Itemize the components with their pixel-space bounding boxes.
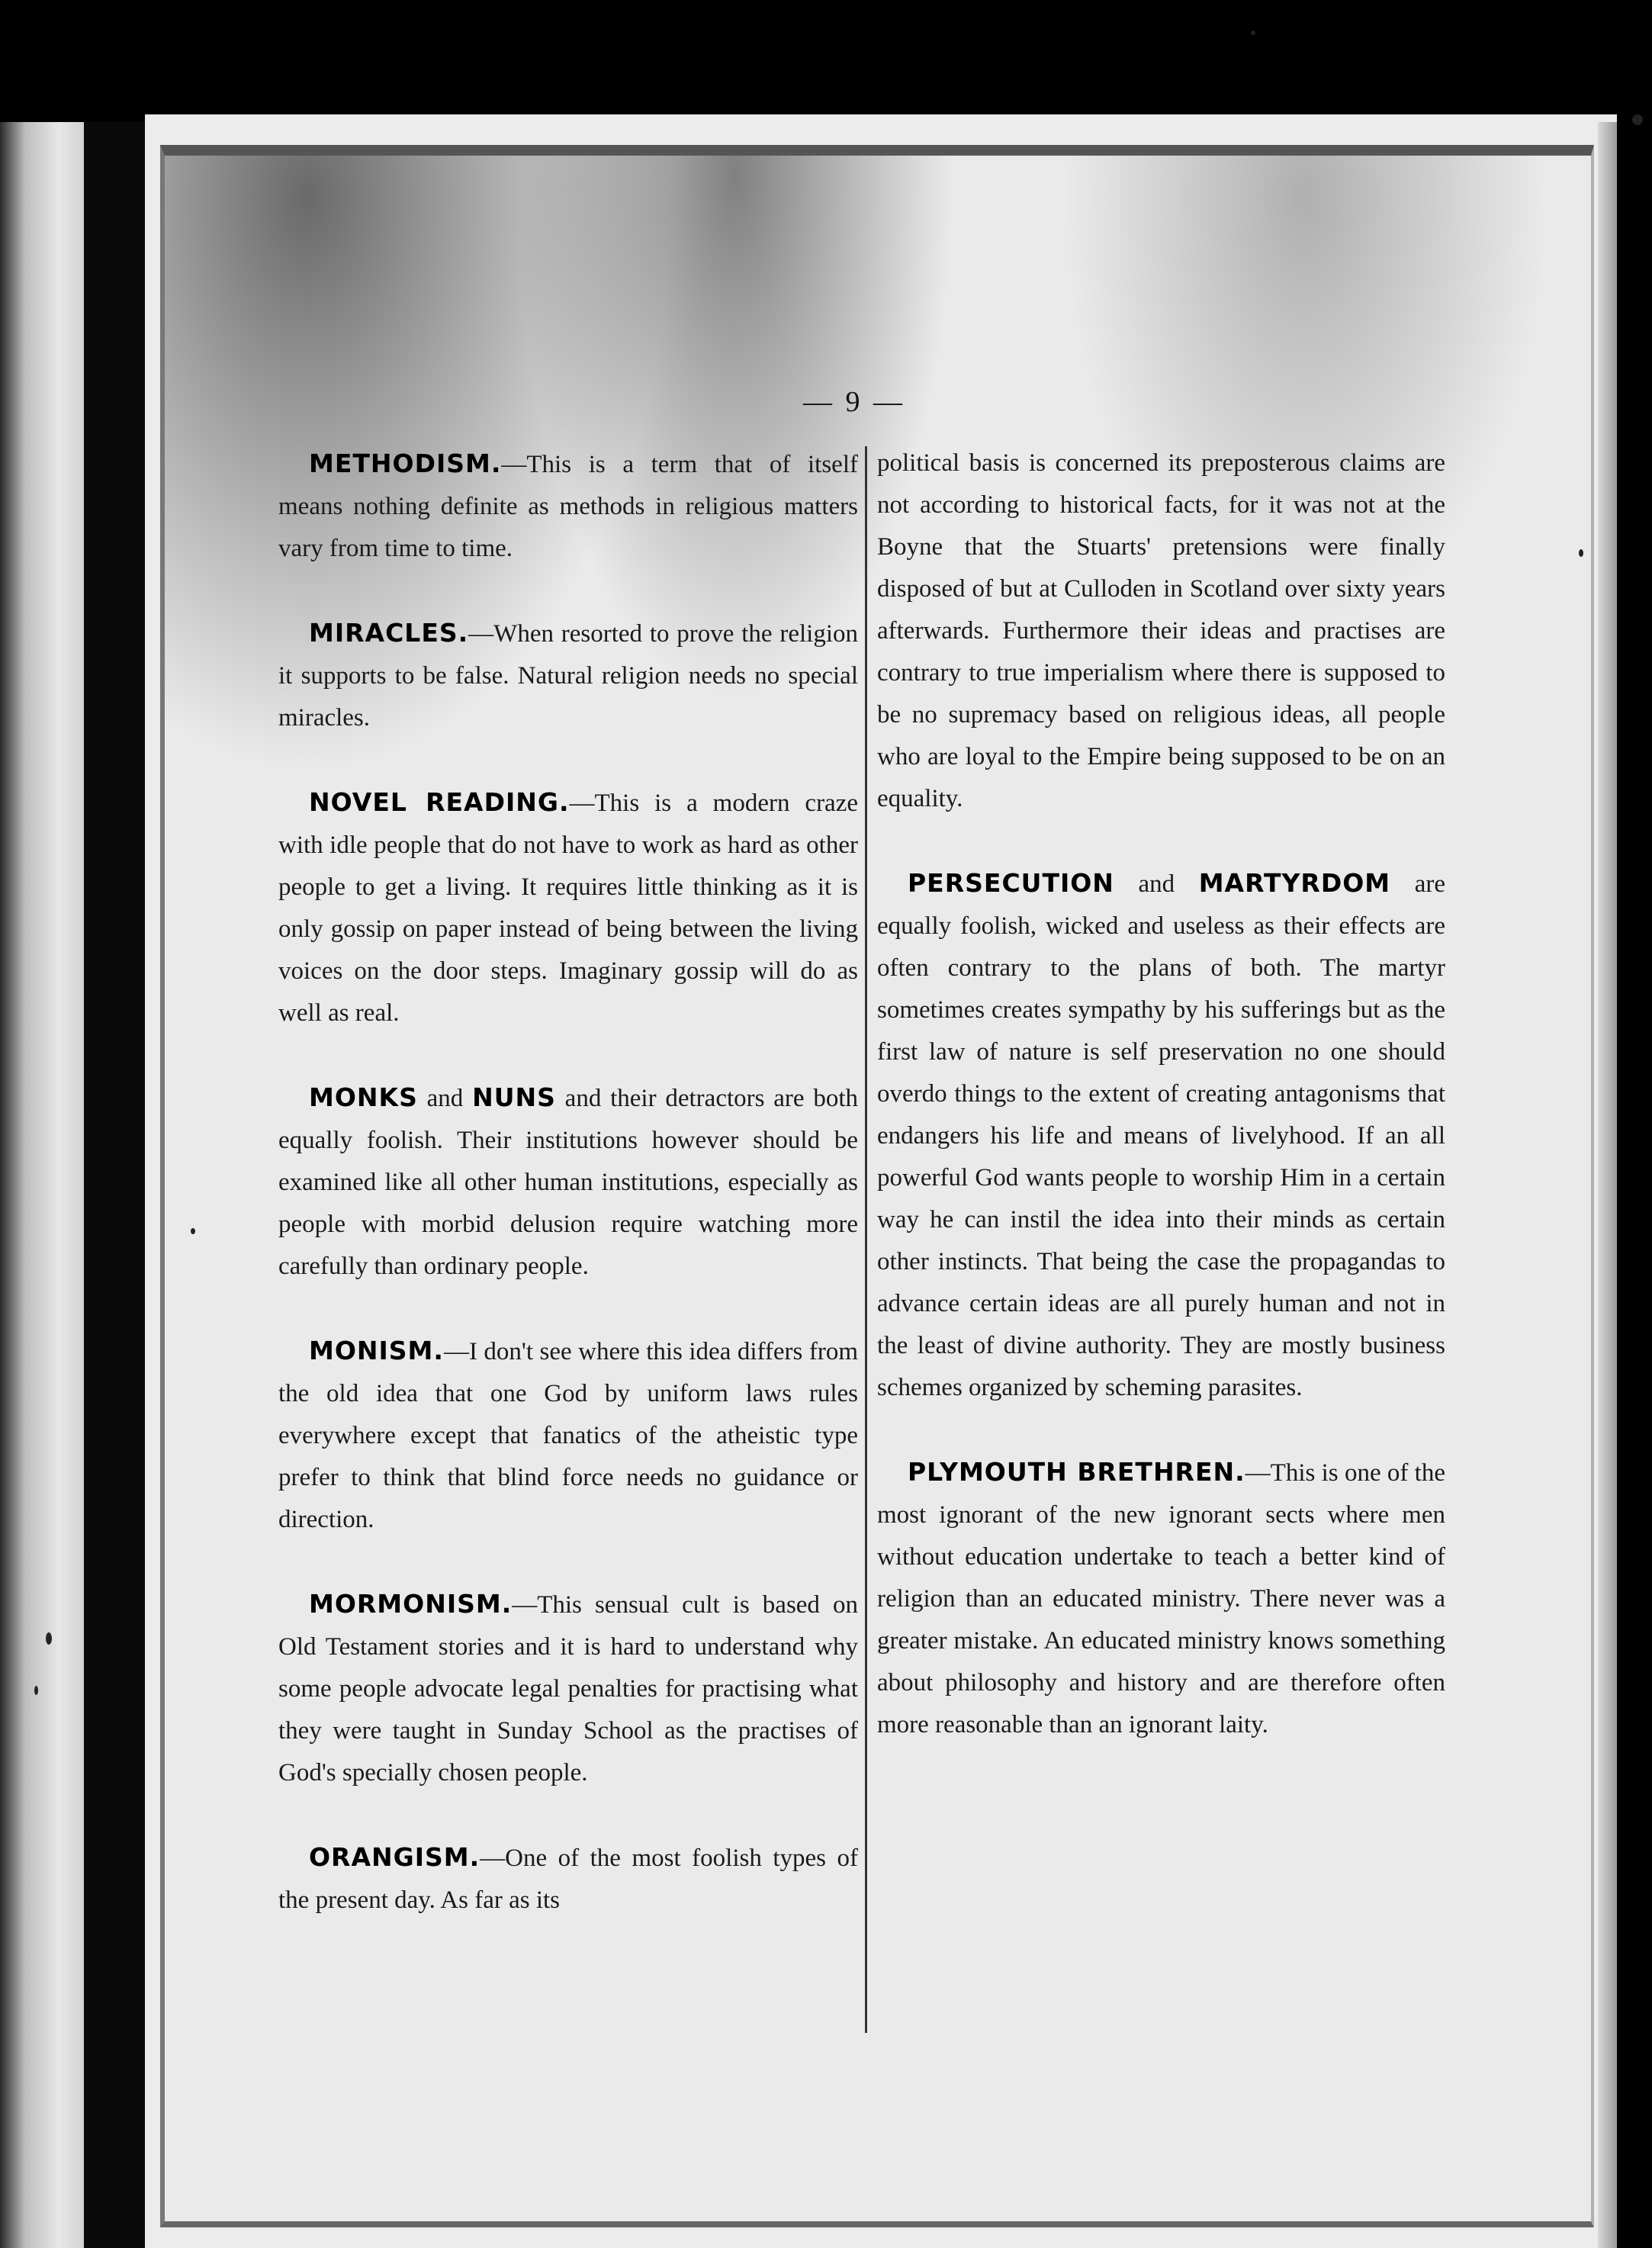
entry-heading-2: MARTYRDOM xyxy=(1198,868,1391,898)
page-number: — 9 — xyxy=(803,386,905,418)
entry-monks-nuns xyxy=(278,1076,858,1288)
entry-novel-reading xyxy=(278,781,858,1034)
entry-methodism xyxy=(278,442,858,570)
entry-heading: MORMONISM. xyxy=(309,1589,513,1619)
entry-heading: MONISM. xyxy=(309,1336,444,1365)
column-divider xyxy=(865,446,867,2033)
entry-text: —One of the most foolish types of the present day. As far as its xyxy=(278,1844,858,1914)
entry-text: —This sensual cult is based on Old Testament stories and it is hard to understand why some people advocate legal penalties for practising what they were taught in Sunday School as the practises of God's specially chosen people. xyxy=(278,1591,858,1787)
entry-connector: and xyxy=(1114,870,1199,898)
entry-heading: MIRACLES. xyxy=(309,618,469,648)
entry-heading: PERSECUTION xyxy=(908,868,1114,898)
entry-persecution-martyrdom xyxy=(877,862,1445,1409)
right-column xyxy=(877,442,1445,1788)
entry-heading: ORANGISM. xyxy=(309,1842,480,1872)
entry-miracles xyxy=(278,612,858,739)
entry-text: are equally foolish, wicked and useless as their effects are often contrary to the plans of both. The martyr sometimes creates sympathy by his sufferings but as the first law of nature is self preservation no one should overdo things to the extent of creating antagonisms that endangers his life and means of livelyhood. If an all powerful God wants people to worship Him in a certain way he can instil the idea into their minds as certain other instincts. That being the case the propagandas to advance certain ideas are all purely human and not in the least of divine authority. They are mostly business schemes organized by scheming parasites. xyxy=(877,870,1445,1401)
entry-orangism xyxy=(278,1836,858,1922)
entry-text: —I don't see where this idea differs from the old idea that one God by uniform laws rules everywhere except that fanatics of the atheistic type prefer to think that blind force needs no guidance or direction. xyxy=(278,1338,858,1533)
entry-connector: and xyxy=(417,1085,473,1112)
gutter xyxy=(84,122,145,2248)
page-edge xyxy=(1598,122,1617,2248)
entry-text: —This is a modern craze with idle people that do not have to work as hard as other people to get a living. It requires little thinking as it is only gossip on paper instead of being between the living voices on the door steps. Imaginary gossip will do as well as real. xyxy=(278,790,858,1027)
entry-heading: MONKS xyxy=(309,1082,418,1112)
entry-text: political basis is concerned its preposterous claims are not according to historical facts, for it was not at the Boyne that the Stuarts' pretensions were finally disposed of but at Culloden in Scotland over sixty years afterwards. Furthermore their ideas and practises are contrary to true imperialism where there is supposed to be no supremacy based on religious ideas, all people who are loyal to the Empire being supposed to be on an equality. xyxy=(877,449,1445,812)
entry-heading-2: NUNS xyxy=(472,1082,556,1112)
entry-heading: PLYMOUTH BRETHREN. xyxy=(908,1457,1245,1487)
left-column xyxy=(278,442,858,1963)
entry-mormonism xyxy=(278,1583,858,1794)
entry-orangism-continued xyxy=(877,442,1445,820)
entry-heading: METHODISM. xyxy=(309,449,502,478)
facing-page-strip xyxy=(0,122,84,2248)
entry-heading: NOVEL READING. xyxy=(309,787,570,817)
entry-plymouth-brethren xyxy=(877,1451,1445,1746)
entry-text: —This is one of the most ignorant of the new ignorant sects where men without education undertake to teach a better kind of religion than an educated ministry. There never was a greater mistake. An educated ministry knows something about philosophy and history and are therefore often more reasonable than an ignorant laity. xyxy=(877,1459,1445,1738)
entry-text: —When resorted to prove the religion it supports to be false. Natural religion needs no special miracles. xyxy=(278,620,858,732)
entry-monism xyxy=(278,1330,858,1541)
entry-text: and their detractors are both equally foolish. Their institutions however should be examined like all other human institutions, especially as people with morbid delusion require watching more carefully than ordinary people. xyxy=(278,1085,858,1280)
entry-text: —This is a term that of itself means nothing definite as methods in religious matters vary from time to time. xyxy=(278,451,858,562)
